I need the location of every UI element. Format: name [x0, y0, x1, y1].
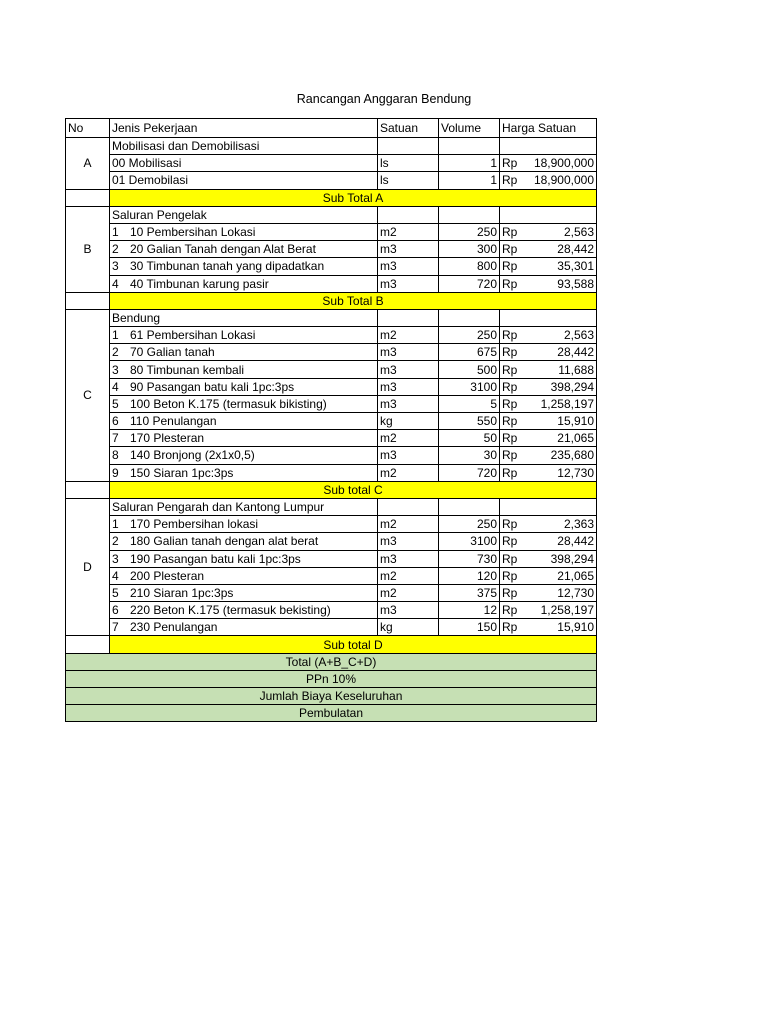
item-satuan: m2: [378, 430, 439, 447]
header-harga: Harga Satuan: [500, 119, 597, 138]
item-satuan: m2: [378, 327, 439, 344]
item-row: [66, 447, 597, 464]
item-satuan: m3: [378, 602, 439, 619]
item-description: [110, 378, 378, 395]
item-harga: [500, 275, 597, 292]
item-description: [110, 155, 378, 172]
item-row: [66, 241, 597, 258]
item-harga: [500, 395, 597, 412]
item-number: 7: [112, 431, 119, 446]
section-heading-row: [66, 138, 597, 155]
item-harga: [500, 327, 597, 344]
item-row: [66, 619, 597, 636]
item-satuan: m3: [378, 361, 439, 378]
item-row: [66, 378, 597, 395]
item-satuan: m2: [378, 223, 439, 240]
header-no: No: [66, 119, 110, 138]
subtotal-blank: [66, 481, 110, 498]
item-row: [66, 430, 597, 447]
section-label: B: [66, 206, 110, 292]
section-heading: Bendung: [110, 309, 378, 326]
item-row: [66, 258, 597, 275]
item-harga: [500, 223, 597, 240]
item-description: [110, 361, 378, 378]
item-row: [66, 602, 597, 619]
item-satuan: m3: [378, 344, 439, 361]
item-description: [110, 550, 378, 567]
item-row: [66, 533, 597, 550]
subtotal-row: [66, 636, 597, 653]
currency-label: Rp: [502, 465, 518, 480]
item-satuan: m2: [378, 464, 439, 481]
item-price: 398,294: [550, 379, 594, 394]
item-harga: [500, 516, 597, 533]
section-heading: Saluran Pengelak: [110, 206, 378, 223]
item-description: [110, 275, 378, 292]
section-heading: Mobilisasi dan Demobilisasi: [110, 138, 378, 155]
empty-cell: [500, 138, 597, 155]
budget-table: [65, 118, 597, 722]
empty-cell: [439, 498, 500, 515]
currency-label: Rp: [502, 242, 518, 257]
item-harga: [500, 619, 597, 636]
header-volume: Volume: [439, 119, 500, 138]
item-harga: [500, 430, 597, 447]
item-volume: 1: [439, 155, 500, 172]
currency-label: Rp: [502, 568, 518, 583]
item-price: 18,900,000: [533, 173, 594, 188]
section-heading-row: [66, 309, 597, 326]
empty-cell: [500, 206, 597, 223]
empty-cell: [378, 498, 439, 515]
document-title: Rancangan Anggaran Bendung: [296, 92, 472, 106]
item-price: 2,563: [563, 328, 594, 343]
currency-label: Rp: [502, 225, 518, 240]
item-row: [66, 550, 597, 567]
item-number: 1: [112, 328, 119, 343]
item-description: [110, 533, 378, 550]
item-description: [110, 602, 378, 619]
item-volume: 250: [439, 327, 500, 344]
item-description: [110, 430, 378, 447]
item-number: 4: [112, 568, 119, 583]
item-row: [66, 327, 597, 344]
currency-label: Rp: [502, 328, 518, 343]
item-description: [110, 258, 378, 275]
item-harga: [500, 464, 597, 481]
subtotal-label: Sub total D: [110, 636, 597, 653]
total-label: Pembulatan: [66, 705, 597, 722]
item-satuan: ls: [378, 172, 439, 189]
item-text: 140 Bronjong (2x1x0,5): [130, 448, 255, 463]
item-price: 28,442: [557, 242, 594, 257]
item-volume: 375: [439, 584, 500, 601]
item-price: 18,900,000: [533, 156, 594, 171]
item-description: [110, 567, 378, 584]
subtotal-label: Sub Total A: [110, 189, 597, 206]
budget-table-body: [66, 119, 597, 722]
currency-label: Rp: [502, 431, 518, 446]
item-row: [66, 344, 597, 361]
item-number: 5: [112, 585, 119, 600]
item-row: [66, 567, 597, 584]
item-row: [66, 464, 597, 481]
item-text: 10 Pembersihan Lokasi: [130, 225, 256, 240]
item-satuan: kg: [378, 619, 439, 636]
item-price: 235,680: [550, 448, 594, 463]
item-volume: 12: [439, 602, 500, 619]
currency-label: Rp: [502, 345, 518, 360]
empty-cell: [378, 138, 439, 155]
item-number: 4: [112, 379, 119, 394]
item-text: 180 Galian tanah dengan alat berat: [130, 534, 319, 549]
item-satuan: m3: [378, 447, 439, 464]
item-satuan: m3: [378, 378, 439, 395]
item-satuan: m3: [378, 533, 439, 550]
item-volume: 5: [439, 395, 500, 412]
item-price: 28,442: [557, 345, 594, 360]
currency-label: Rp: [502, 620, 518, 635]
item-harga: [500, 533, 597, 550]
item-harga: [500, 602, 597, 619]
item-text: 150 Siaran 1pc:3ps: [130, 465, 234, 480]
empty-cell: [500, 498, 597, 515]
item-volume: 120: [439, 567, 500, 584]
item-number: 2: [112, 345, 119, 360]
currency-label: Rp: [502, 414, 518, 429]
item-text: 190 Pasangan batu kali 1pc:3ps: [130, 551, 301, 566]
item-volume: 1: [439, 172, 500, 189]
item-harga: [500, 550, 597, 567]
item-row: [66, 413, 597, 430]
item-price: 1,258,197: [540, 603, 594, 618]
item-text: 230 Penulangan: [130, 620, 218, 635]
item-description: [110, 395, 378, 412]
item-number: 1: [112, 517, 119, 532]
currency-label: Rp: [502, 534, 518, 549]
item-row: [66, 361, 597, 378]
item-volume: 720: [439, 275, 500, 292]
item-text: 220 Beton K.175 (termasuk bekisting): [130, 603, 331, 618]
item-description: [110, 413, 378, 430]
item-volume: 675: [439, 344, 500, 361]
item-description: [110, 619, 378, 636]
item-harga: [500, 584, 597, 601]
item-harga: [500, 361, 597, 378]
item-volume: 30: [439, 447, 500, 464]
item-price: 35,301: [557, 259, 594, 274]
currency-label: Rp: [502, 585, 518, 600]
item-number: 7: [112, 620, 119, 635]
currency-label: Rp: [502, 517, 518, 532]
item-volume: 730: [439, 550, 500, 567]
item-description: [110, 344, 378, 361]
item-row: [66, 155, 597, 172]
item-description: [110, 584, 378, 601]
section-label: C: [66, 309, 110, 481]
item-price: 12,730: [557, 585, 594, 600]
section-heading: Saluran Pengarah dan Kantong Lumpur: [110, 498, 378, 515]
item-volume: 250: [439, 223, 500, 240]
total-row: [66, 705, 597, 722]
item-number: 8: [112, 448, 119, 463]
currency-label: Rp: [502, 156, 518, 171]
item-satuan: ls: [378, 155, 439, 172]
item-text: 80 Timbunan kembali: [130, 362, 245, 377]
empty-cell: [439, 206, 500, 223]
item-price: 15,910: [557, 620, 594, 635]
item-description: [110, 223, 378, 240]
item-volume: 50: [439, 430, 500, 447]
item-volume: 150: [439, 619, 500, 636]
item-satuan: m3: [378, 395, 439, 412]
item-row: [66, 172, 597, 189]
item-row: [66, 516, 597, 533]
section-heading-row: [66, 206, 597, 223]
item-harga: [500, 241, 597, 258]
item-volume: 550: [439, 413, 500, 430]
item-volume: 300: [439, 241, 500, 258]
item-harga: [500, 447, 597, 464]
item-price: 15,910: [557, 414, 594, 429]
currency-label: Rp: [502, 603, 518, 618]
item-harga: [500, 155, 597, 172]
item-text: 61 Pembersihan Lokasi: [130, 328, 256, 343]
section-label: D: [66, 498, 110, 636]
item-number: 3: [112, 551, 119, 566]
currency-label: Rp: [502, 362, 518, 377]
item-description: [110, 516, 378, 533]
item-row: [66, 223, 597, 240]
subtotal-blank: [66, 636, 110, 653]
item-text: 110 Penulangan: [130, 414, 217, 429]
currency-label: Rp: [502, 551, 518, 566]
item-number: 9: [112, 465, 119, 480]
item-text: 70 Galian tanah: [130, 345, 215, 360]
section-heading-row: [66, 498, 597, 515]
subtotal-row: [66, 481, 597, 498]
header-row: [66, 119, 597, 138]
item-price: 11,688: [558, 362, 594, 377]
item-price: 28,442: [557, 534, 594, 549]
item-row: [66, 584, 597, 601]
item-description: [110, 327, 378, 344]
total-label: Jumlah Biaya Keseluruhan: [66, 688, 597, 705]
section-label: A: [66, 138, 110, 190]
empty-cell: [439, 309, 500, 326]
item-harga: [500, 172, 597, 189]
total-row: [66, 670, 597, 687]
item-harga: [500, 258, 597, 275]
subtotal-label: Sub total C: [110, 481, 597, 498]
item-price: 2,363: [563, 517, 594, 532]
empty-cell: [439, 138, 500, 155]
item-text: 40 Timbunan karung pasir: [130, 276, 269, 291]
item-satuan: m3: [378, 275, 439, 292]
item-number: 3: [112, 362, 119, 377]
item-text: 170 Plesteran: [130, 431, 205, 446]
item-satuan: m2: [378, 516, 439, 533]
item-volume: 250: [439, 516, 500, 533]
empty-cell: [378, 309, 439, 326]
item-volume: 800: [439, 258, 500, 275]
empty-cell: [378, 206, 439, 223]
header-satuan: Satuan: [378, 119, 439, 138]
item-description: [110, 447, 378, 464]
item-harga: [500, 413, 597, 430]
item-text: 170 Pembersihan lokasi: [130, 517, 259, 532]
item-number: 3: [112, 259, 119, 274]
item-price: 12,730: [557, 465, 594, 480]
item-satuan: kg: [378, 413, 439, 430]
item-text: 01 Demobilasi: [112, 173, 189, 188]
item-description: [110, 241, 378, 258]
item-satuan: m2: [378, 567, 439, 584]
item-number: 4: [112, 276, 119, 291]
subtotal-label: Sub Total B: [110, 292, 597, 309]
item-number: 2: [112, 534, 119, 549]
item-number: 5: [112, 396, 119, 411]
item-row: [66, 395, 597, 412]
item-number: 6: [112, 603, 119, 618]
subtotal-row: [66, 189, 597, 206]
currency-label: Rp: [502, 448, 518, 463]
item-price: 1,258,197: [540, 396, 594, 411]
currency-label: Rp: [502, 379, 518, 394]
item-text: 100 Beton K.175 (termasuk bikisting): [130, 396, 327, 411]
item-price: 2,563: [563, 225, 594, 240]
item-price: 21,065: [557, 568, 594, 583]
header-jenis: Jenis Pekerjaan: [110, 119, 378, 138]
item-satuan: m2: [378, 584, 439, 601]
total-label: PPn 10%: [66, 670, 597, 687]
item-satuan: m3: [378, 258, 439, 275]
item-text: 210 Siaran 1pc:3ps: [130, 585, 234, 600]
item-volume: 720: [439, 464, 500, 481]
item-satuan: m3: [378, 241, 439, 258]
item-volume: 3100: [439, 533, 500, 550]
total-label: Total (A+B_C+D): [66, 653, 597, 670]
item-text: 20 Galian Tanah dengan Alat Berat: [130, 242, 316, 257]
item-price: 398,294: [550, 551, 594, 566]
subtotal-row: [66, 292, 597, 309]
empty-cell: [500, 309, 597, 326]
subtotal-blank: [66, 292, 110, 309]
currency-label: Rp: [502, 396, 518, 411]
item-text: 200 Plesteran: [130, 568, 205, 583]
currency-label: Rp: [502, 259, 518, 274]
item-text: 90 Pasangan batu kali 1pc:3ps: [130, 379, 295, 394]
item-price: 93,588: [557, 276, 594, 291]
total-row: [66, 688, 597, 705]
currency-label: Rp: [502, 173, 518, 188]
item-volume: 500: [439, 361, 500, 378]
total-row: [66, 653, 597, 670]
item-harga: [500, 567, 597, 584]
item-satuan: m3: [378, 550, 439, 567]
subtotal-blank: [66, 189, 110, 206]
item-number: 1: [112, 225, 119, 240]
item-volume: 3100: [439, 378, 500, 395]
item-text: 00 Mobilisasi: [112, 156, 182, 171]
item-number: 2: [112, 242, 119, 257]
currency-label: Rp: [502, 276, 518, 291]
item-text: 30 Timbunan tanah yang dipadatkan: [130, 259, 325, 274]
item-harga: [500, 378, 597, 395]
item-row: [66, 275, 597, 292]
item-number: 6: [112, 414, 119, 429]
item-description: [110, 464, 378, 481]
item-description: [110, 172, 378, 189]
item-harga: [500, 344, 597, 361]
item-price: 21,065: [557, 431, 594, 446]
